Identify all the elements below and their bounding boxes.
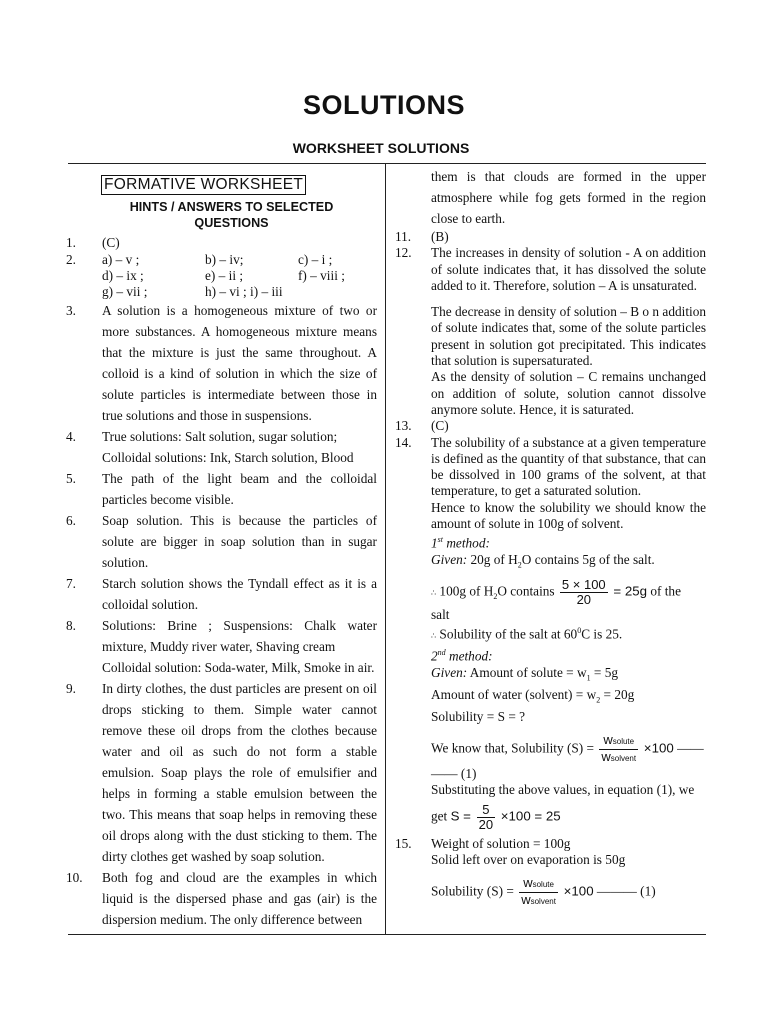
answer-3: 3. A solution is a homogeneous mixture of two or more substances. A homogeneous mixture means that the mixture is just the same throughout. A colloid is a kind of solution in which the size of solute particles is intermediate between those in true solutions and those in suspensions. <box>66 303 377 424</box>
answer-15: 15. Weight of solution = 100g Solid left over on evaporation is 50g Solubility (S) = $\frac{\text{wsolute}}{\text{wsolvent}}$ ×100 ——— (1) <box>395 835 656 908</box>
fraction-w-solute-over-w-solvent-2: $\frac{\text{wsolute}}{\text{wsolvent}}$ <box>521 875 556 908</box>
fraction-5-over-20: $\frac{5}{20}$ <box>478 801 494 832</box>
right-column <box>395 166 706 909</box>
top-rule <box>68 163 706 164</box>
answer-10: 10. Both fog and cloud are the examples in which liquid is the dispersed phase and gas (air) is the dispersion medium. The only difference between <box>66 870 377 928</box>
bottom-rule <box>68 934 706 935</box>
answer-1: 1. (C) <box>66 235 120 251</box>
answer-12: 12. The increases in density of solution - A on addition of solute indicates that, it has dissolved the solute added to it. Therefore, solution – A is unsaturated. The decrease in density of solution – B o n addition of solute indicates that, some of the solute particles present in solution got precipitated. This indicates that solution is supersaturated. As the density of solution – C remains unchanged on addition of solute, solution cannot dissolve anymore solute. Hence, it is saturated. <box>395 245 706 417</box>
fraction-w-solute-over-w-solvent: $\frac{\text{wsolute}}{\text{wsolvent}}$ <box>601 731 637 764</box>
formative-worksheet-heading: FORMATIVE WORKSHEET <box>101 175 306 195</box>
left-column <box>66 166 377 930</box>
answer-5: 5. The path of the light beam and the colloidal particles become visible. <box>66 471 377 508</box>
page-title: SOLUTIONS <box>302 90 465 120</box>
answer-4: 4. True solutions: Salt solution, sugar solution; Colloidal solutions: Ink, Starch solution, Blood <box>66 429 354 466</box>
page-subtitle: WORKSHEET SOLUTIONS <box>292 140 470 156</box>
answer-14: 14. The solubility of a substance at a given temperature is defined as the quantity of that substance, that can be dissolved in 100 grams of the solvent, at that temperature, to get a saturated solution. Hence to know the solubility we should know the amount of solute in 100g of solvent. 1st method: Given: 20g of $H_2O$ contains 5g of the salt. ∴ 100g of $H_2O$ contains $\frac{5 \times 100}{20}$ = 25g of the salt ∴ Solubility of the salt at $60^0C$ is 25. 2nd method: Given: Amount of solute = $w_1 = 5g$ Amount of water (solvent) = $w_2 = 20g$ Solubility = S = ? We know that, Solubility (S) = $\frac{\text{wsolute}}{\text{wsolvent}}$ ×100 —— —— (1) Substituting the above values, in equation (1), we get S = $\frac{5}{20}$ ×100 = 25 <box>395 434 706 832</box>
answer-8: 8. Solutions: Brine ; Suspensions: Chalk water mixture, Muddy river water, Shaving cream Colloidal solution: Soda-water, Milk, Smoke in air. <box>66 618 377 676</box>
answer-6: 6. Soap solution. This is because the particles of solute are bigger in soap solution than in sugar solution. <box>66 513 377 571</box>
column-divider <box>385 163 386 934</box>
answer-13: 13. (C) <box>395 418 449 434</box>
answer-9: 9. In dirty clothes, the dust particles are present on oil drops sticking to them. Simple water cannot remove these oil drops from the clothes because water and oil as such do not form a stable emulsion. Soap plays the role of emulsifier and helps in forming a stable emulsion between the two. This means that soap helps in removing these oil drops along with the dust sticking to them. The dirty clothes get washed by soap solution. <box>66 681 377 865</box>
hints-heading: HINTS / ANSWERS TO SELECTED QUESTIONS <box>129 200 334 231</box>
answer-10-continued: them is that clouds are formed in the upper atmosphere while fog gets formed in the region close to earth. <box>431 169 706 226</box>
answer-2: 2. a) – v ; b) – iv; c) – i ; d) – ix ; e) – ii ; f) – viii ; g) – vii ; h) – vi ; i) – iii <box>66 251 345 300</box>
answer-7: 7. Starch solution shows the Tyndall effect as it is a colloidal solution. <box>66 576 377 613</box>
answer-11: 11. (B) <box>395 229 449 244</box>
fraction-5x100-over-20: $\frac{5 \times 100}{20}$ <box>561 577 606 608</box>
